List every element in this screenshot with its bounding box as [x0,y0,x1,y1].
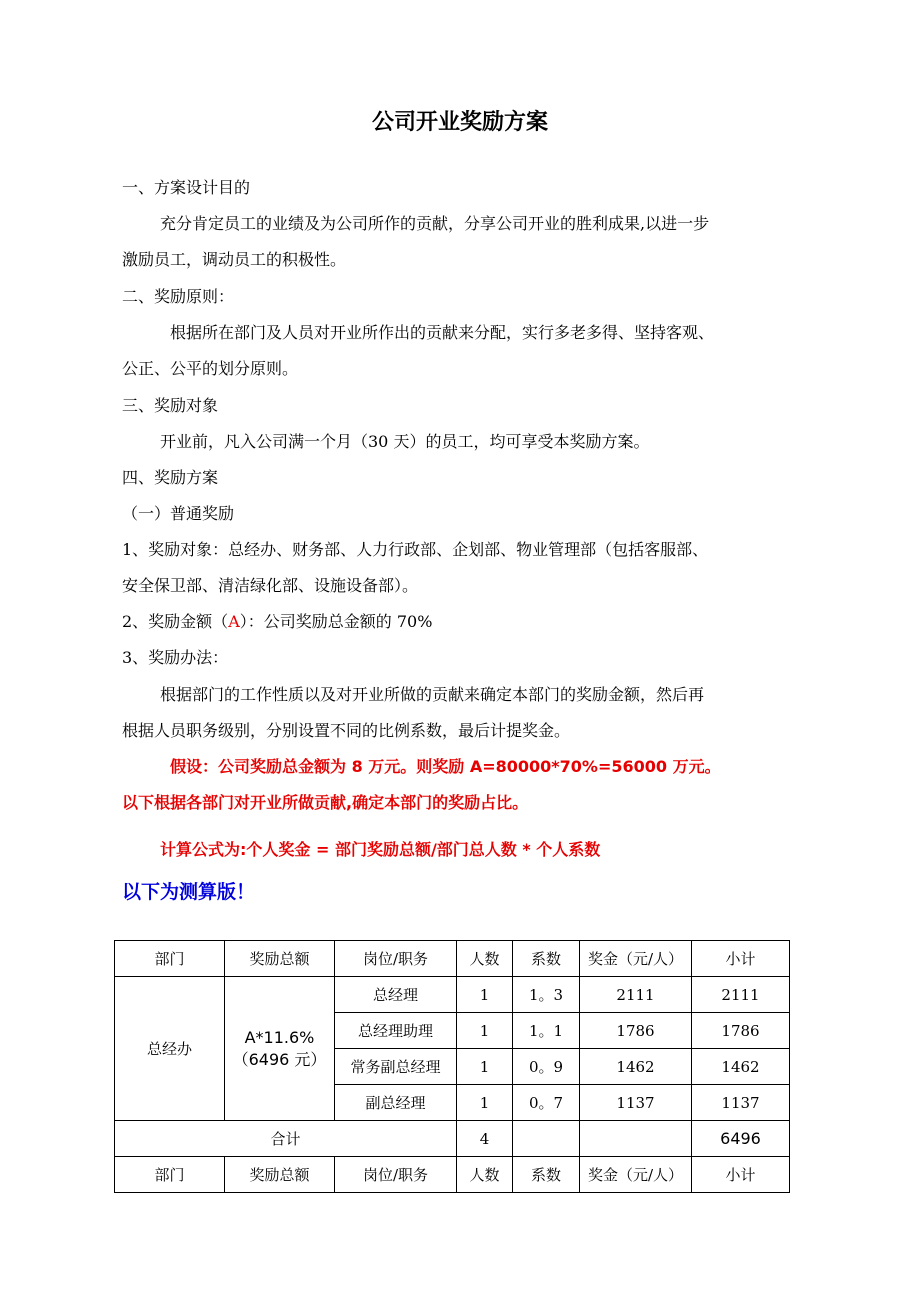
position-cell: 总经理助理 [335,1013,457,1049]
bonus-cell: 1137 [580,1085,692,1121]
section-1-heading: 一、方案设计目的 [122,178,251,197]
coefficient-cell: 1。3 [513,977,580,1013]
table-total-row [115,1121,790,1157]
total-count-cell: 4 [457,1121,513,1157]
section-4-item-1-line-2: 安全保卫部、清洁绿化部、设施设备部）。 [122,576,419,595]
header-cell: 小计 [692,1157,790,1193]
header-cell: 奖金（元/人） [580,1157,692,1193]
formula-note: 计算公式为:个人奖金 = 部门奖励总额/部门总人数 * 个人系数 [160,840,601,859]
document-title: 公司开业奖励方案 [371,110,548,135]
position-cell: 总经理 [335,977,457,1013]
department-ratio-note: 以下根据各部门对开业所做贡献,确定本部门的奖励占比。 [122,793,529,812]
section-1-paragraph-line-1: 充分肯定员工的业绩及为公司所作的贡献，分享公司开业的胜利成果,以进一步 [160,214,710,233]
section-4-subheading: （一）普通奖励 [122,504,235,523]
count-cell: 1 [457,1085,513,1121]
bonus-table [114,940,790,1193]
coefficient-cell: 1。1 [513,1013,580,1049]
header-cell: 系数 [513,1157,580,1193]
header-cell: 奖金（元/人） [580,941,692,977]
bonus-cell: 1462 [580,1049,692,1085]
section-4-paragraph-line-2: 根据人员职务级别，分别设置不同的比例系数，最后计提奖金。 [122,721,571,740]
estimate-version-heading: 以下为测算版！ [122,881,256,903]
table-row [115,977,790,1013]
section-4-heading: 四、奖励方案 [122,468,219,487]
total-label-cell: 合计 [115,1121,457,1157]
item-2-prefix: 2、奖励金额（ [122,612,229,631]
section-4-item-3: 3、奖励办法： [122,648,229,667]
empty-cell [580,1121,692,1157]
bonus-cell: 2111 [580,977,692,1013]
header-cell: 部门 [115,941,225,977]
header-cell: 人数 [457,941,513,977]
department-cell: 总经办 [115,977,225,1121]
section-2-paragraph-line-2: 公正、公平的划分原则。 [122,359,299,378]
amount-formula: A*11.6% [244,1027,315,1047]
section-1-paragraph-line-2: 激励员工，调动员工的积极性。 [122,250,347,269]
table-header-row [115,941,790,977]
position-cell: 常务副总经理 [335,1049,457,1085]
item-2-variable-a: A [228,612,240,631]
section-4-item-2 [122,612,432,632]
item-2-suffix: ）：公司奖励总金额的 70% [239,612,433,631]
header-cell: 奖励总额 [225,941,335,977]
section-2-paragraph-line-1: 根据所在部门及人员对开业所作出的贡献来分配，实行多老多得、坚持客观、 [170,323,715,342]
coefficient-cell: 0。9 [513,1049,580,1085]
header-cell: 小计 [692,941,790,977]
total-subtotal-cell: 6496 [692,1121,790,1157]
count-cell: 1 [457,1013,513,1049]
header-cell: 人数 [457,1157,513,1193]
count-cell: 1 [457,1049,513,1085]
amount-value: （6496 元） [232,1049,327,1069]
subtotal-cell: 1137 [692,1085,790,1121]
header-cell: 奖励总额 [225,1157,335,1193]
assumption-note: 假设：公司奖励总金额为 8 万元。则奖励 A=80000*70%=56000 万元。 [170,757,721,776]
subtotal-cell: 1786 [692,1013,790,1049]
header-cell: 部门 [115,1157,225,1193]
coefficient-cell: 0。7 [513,1085,580,1121]
header-cell: 岗位/职务 [335,941,457,977]
header-cell: 岗位/职务 [335,1157,457,1193]
count-cell: 1 [457,977,513,1013]
section-2-heading: 二、奖励原则： [122,287,235,306]
subtotal-cell: 1462 [692,1049,790,1085]
subtotal-cell: 2111 [692,977,790,1013]
amount-cell [225,977,335,1121]
section-3-paragraph: 开业前，凡入公司满一个月（30 天）的员工，均可享受本奖励方案。 [160,432,650,451]
section-4-item-1-line-1: 1、奖励对象：总经办、财务部、人力行政部、企划部、物业管理部（包括客服部、 [122,540,709,559]
table-header-row-repeat [115,1157,790,1193]
section-4-paragraph-line-1: 根据部门的工作性质以及对开业所做的贡献来确定本部门的奖励金额，然后再 [160,685,705,704]
position-cell: 副总经理 [335,1085,457,1121]
bonus-cell: 1786 [580,1013,692,1049]
section-3-heading: 三、奖励对象 [122,396,219,415]
empty-cell [513,1121,580,1157]
header-cell: 系数 [513,941,580,977]
